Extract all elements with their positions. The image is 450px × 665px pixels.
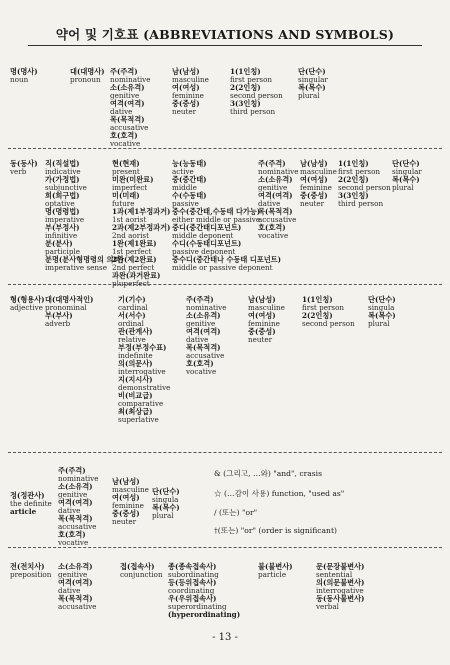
symbol-used-as: ☆ (…감이 사용) function, "used as" bbox=[214, 489, 345, 498]
s2-col2-entry: 2nd perfect bbox=[112, 263, 155, 272]
s3-col5-entry: first person bbox=[302, 303, 345, 312]
s4-col2-entry: 중(중성) bbox=[112, 509, 140, 518]
s1-col3-entry: neuter bbox=[172, 107, 197, 116]
s3-col6-entry: 단(단수) bbox=[368, 295, 396, 304]
section-divider bbox=[8, 284, 442, 285]
s2-col4-entry: vocative bbox=[258, 231, 289, 240]
s2-col1-entry: 분명(분사형명령의 의미) bbox=[45, 255, 124, 264]
s5-col5-entry: verbal bbox=[316, 602, 339, 611]
s2-col5-entry: 남(남성) bbox=[300, 159, 328, 168]
s1-col2-entry: vocative bbox=[110, 139, 141, 148]
s3-col5-entry: 2(2인칭) bbox=[302, 311, 333, 320]
title-underline bbox=[28, 45, 422, 46]
s2-col2-entry: 과완(과거완료) bbox=[112, 271, 161, 280]
s4-col1-entry: vocative bbox=[58, 538, 89, 547]
s3-col1-entry: adverb bbox=[45, 319, 71, 328]
s4-col3-entry: 단(단수) bbox=[152, 487, 180, 496]
s3-col2-entry: 비(비교급) bbox=[118, 391, 153, 400]
s2-col3-entry: either middle or passive bbox=[172, 215, 261, 224]
page-title: 약어 및 기호표 (ABBREVIATIONS AND SYMBOLS) bbox=[55, 27, 395, 42]
s2-col3-entry: 중수(중간태,수동태 다가능) bbox=[172, 207, 261, 216]
s3-col3-entry: genitive bbox=[186, 319, 216, 328]
s3-col3-entry: 목(목적격) bbox=[186, 343, 221, 352]
s1-col4-entry: first person bbox=[230, 75, 273, 84]
s3-col0-entry: adjective bbox=[10, 303, 43, 312]
s2-col6-entry: 3(3인칭) bbox=[338, 191, 369, 200]
s1-col4-entry: third person bbox=[230, 107, 276, 116]
s2-col2-entry: imperfect bbox=[112, 183, 148, 192]
s5-col0-entry: preposition bbox=[10, 570, 52, 579]
s2-col7-entry: plural bbox=[392, 183, 414, 192]
s3-col3-entry: vocative bbox=[186, 367, 217, 376]
s3-col3-entry: 소(소유격) bbox=[186, 311, 221, 320]
s2-col2-entry: present bbox=[112, 167, 140, 176]
s3-col2-entry: ordinal bbox=[118, 319, 144, 328]
s3-col2-entry: superlative bbox=[118, 415, 159, 424]
s1-col4-entry: 1(1인칭) bbox=[230, 67, 261, 76]
s5-col1-entry: accusative bbox=[58, 602, 97, 611]
s3-col2-entry: 부정(부정수표) bbox=[118, 343, 167, 352]
s5-col3-entry: 등(등위접속사) bbox=[168, 578, 217, 587]
s1-col2-entry: 여격(여격) bbox=[110, 99, 145, 108]
s3-col2-entry: 지(지시사) bbox=[118, 375, 153, 384]
s2-col5-entry: 여(여성) bbox=[300, 175, 328, 184]
s2-col1-entry: 분(분사) bbox=[45, 239, 73, 248]
s3-col6-entry: 복(복수) bbox=[368, 311, 396, 320]
s2-col5-entry: 중(중성) bbox=[300, 191, 328, 200]
s3-col3-entry: nominative bbox=[186, 303, 227, 312]
s1-col3-entry: 여(여성) bbox=[172, 83, 200, 92]
s2-col1-entry: 직(직설법) bbox=[45, 159, 80, 168]
s2-col3-entry: 중수디(중간태나 수동태 디포넌트) bbox=[172, 255, 282, 264]
s4-col1-entry: 목(목적격) bbox=[58, 514, 93, 523]
section-divider bbox=[8, 547, 442, 548]
s5-col4-entry: particle bbox=[258, 570, 287, 579]
s3-col3-entry: 주(주격) bbox=[186, 295, 214, 304]
s3-col1-entry: 부(부사) bbox=[45, 311, 73, 320]
s2-col4-entry: 목(목적격) bbox=[258, 207, 293, 216]
s5-col4-entry: 불(불변사) bbox=[258, 562, 293, 571]
s3-col4-entry: 남(남성) bbox=[248, 295, 276, 304]
s4-col1-entry: 주(주격) bbox=[58, 466, 86, 475]
s2-col3-entry: passive deponent bbox=[172, 247, 236, 256]
s1-col2-entry: 호(호격) bbox=[110, 131, 138, 140]
s4-col2-entry: 남(남성) bbox=[112, 477, 140, 486]
s2-col3-entry: middle or passive deponent bbox=[172, 263, 273, 272]
s2-col0-entry: verb bbox=[10, 167, 27, 176]
s4-col1-entry: accusative bbox=[58, 522, 97, 531]
s2-col2-entry: future bbox=[112, 199, 135, 208]
s2-col2-entry: pluperfect bbox=[112, 279, 150, 288]
s3-col2-entry: demonstrative bbox=[118, 383, 171, 392]
s2-col2-entry: 1st perfect bbox=[112, 247, 152, 256]
s5-col1-entry: dative bbox=[58, 586, 81, 595]
s2-col3-entry: 중디(중간태디포넌트) bbox=[172, 223, 242, 232]
s3-col2-entry: relative bbox=[118, 335, 146, 344]
s1-col4-entry: 2(2인칭) bbox=[230, 83, 261, 92]
s5-col5-entry: 동(동사불변사) bbox=[316, 594, 365, 603]
s2-col2-entry: 1완(제1완료) bbox=[112, 239, 157, 248]
s2-col6-entry: 1(1인칭) bbox=[338, 159, 369, 168]
s2-col2-entry: 1과(제1부정과거) bbox=[112, 207, 171, 216]
s3-col2-entry: indefinite bbox=[118, 351, 153, 360]
s1-col2-entry: 소(소유격) bbox=[110, 83, 145, 92]
symbol-or: / (또는) "or" bbox=[214, 508, 258, 517]
s2-col5-entry: masculine bbox=[300, 167, 337, 176]
s5-col2-entry: conjunction bbox=[120, 570, 163, 579]
s2-col7-entry: 단(단수) bbox=[392, 159, 420, 168]
s3-col5-entry: 1(1인칭) bbox=[302, 295, 333, 304]
s2-col4-entry: nominative bbox=[258, 167, 299, 176]
s4-col1-entry: genitive bbox=[58, 490, 88, 499]
s5-col5-entry: sentential bbox=[316, 570, 353, 579]
s2-col2-entry: 2과(제2부정과거) bbox=[112, 223, 171, 232]
s3-col5-entry: second person bbox=[302, 319, 355, 328]
s1-col2-entry: genitive bbox=[110, 91, 140, 100]
s1-col1-entry: 대(대명사) bbox=[70, 67, 105, 76]
s4-col2-entry: masculine bbox=[112, 485, 149, 494]
s1-col5-entry: plural bbox=[298, 91, 320, 100]
s4-col1-entry: dative bbox=[58, 506, 81, 515]
s3-col4-entry: 여(여성) bbox=[248, 311, 276, 320]
s3-col3-entry: accusative bbox=[186, 351, 225, 360]
s2-col1-entry: 명(명령법) bbox=[45, 207, 80, 216]
s2-col4-entry: accusative bbox=[258, 215, 297, 224]
s5-col3-entry: subordinating bbox=[168, 570, 219, 579]
s3-col2-entry: 의(의문사) bbox=[118, 359, 153, 368]
s3-col3-entry: 여격(여격) bbox=[186, 327, 221, 336]
s2-col7-entry: 복(복수) bbox=[392, 175, 420, 184]
s5-col3-entry: 우(우위접속사) bbox=[168, 594, 217, 603]
s5-col1-entry: 소(소유격) bbox=[58, 562, 93, 571]
s2-col3-entry: middle bbox=[172, 183, 197, 192]
s2-col6-entry: first person bbox=[338, 167, 381, 176]
s2-col4-entry: genitive bbox=[258, 183, 288, 192]
s1-col0-entry: 명(명사) bbox=[10, 67, 38, 76]
s2-col6-entry: second person bbox=[338, 183, 391, 192]
s3-col2-entry: 기(기수) bbox=[118, 295, 146, 304]
s4-col0-entry: 정(정관사) bbox=[10, 491, 45, 500]
s3-col2-entry: 최(최상급) bbox=[118, 407, 153, 416]
s2-col2-entry: 미(미래) bbox=[112, 191, 140, 200]
symbol-or-order: †(또는) "or" (order is significant) bbox=[214, 526, 337, 535]
s3-col6-entry: plural bbox=[368, 319, 390, 328]
s4-col1-entry: 여격(여격) bbox=[58, 498, 93, 507]
s5-col3-entry: 종(종속접속사) bbox=[168, 562, 217, 571]
s1-col1-entry: pronoun bbox=[70, 75, 101, 84]
page-number: - 13 - bbox=[212, 632, 238, 643]
s5-col3-entry: (hyperordinating) bbox=[168, 610, 241, 619]
s1-col2-entry: accusative bbox=[110, 123, 149, 132]
s5-col5-entry: 문(문장불변사) bbox=[316, 562, 365, 571]
s5-col3-entry: superordinating bbox=[168, 602, 227, 611]
s3-col1-entry: pronominal bbox=[45, 303, 87, 312]
s5-col1-entry: genitive bbox=[58, 570, 88, 579]
section-divider bbox=[8, 452, 442, 453]
s5-col0-entry: 전(전치사) bbox=[10, 562, 45, 571]
s1-col2-entry: dative bbox=[110, 107, 133, 116]
s5-col3-entry: coordinating bbox=[168, 586, 215, 595]
s2-col7-entry: singular bbox=[392, 167, 422, 176]
s3-col1-entry: 대(대명사적인) bbox=[45, 295, 94, 304]
s2-col1-entry: imperative sense bbox=[45, 263, 107, 272]
s2-col1-entry: indicative bbox=[45, 167, 81, 176]
s1-col2-entry: 주(주격) bbox=[110, 67, 138, 76]
s2-col3-entry: 수디(수동태디포넌트) bbox=[172, 239, 242, 248]
s4-col3-entry: plural bbox=[152, 511, 174, 520]
s4-col1-entry: 호(호격) bbox=[58, 530, 86, 539]
s2-col1-entry: participle bbox=[45, 247, 80, 256]
s2-col1-entry: 가(가정법) bbox=[45, 175, 80, 184]
s4-col2-entry: 여(여성) bbox=[112, 493, 140, 502]
s1-col3-entry: 남(남성) bbox=[172, 67, 200, 76]
s3-col2-entry: cardinal bbox=[118, 303, 148, 312]
s5-col5-entry: 의(의문불변사) bbox=[316, 578, 365, 587]
s1-col3-entry: feminine bbox=[172, 91, 204, 100]
s4-col1-entry: nominative bbox=[58, 474, 99, 483]
s1-col2-entry: 목(목적격) bbox=[110, 115, 145, 124]
s3-col4-entry: masculine bbox=[248, 303, 285, 312]
s3-col2-entry: 서(서수) bbox=[118, 311, 146, 320]
s2-col2-entry: 2nd aorist bbox=[112, 231, 150, 240]
s3-col6-entry: singula bbox=[368, 303, 395, 312]
s5-col5-entry: interrogative bbox=[316, 586, 364, 595]
s3-col4-entry: 중(중성) bbox=[248, 327, 276, 336]
s3-col2-entry: comparative bbox=[118, 399, 164, 408]
s2-col1-entry: 희(희구법) bbox=[45, 191, 80, 200]
s2-col4-entry: 소(소유격) bbox=[258, 175, 293, 184]
s1-col5-entry: 복(복수) bbox=[298, 83, 326, 92]
s3-col0-entry: 형(형용사) bbox=[10, 295, 45, 304]
s2-col1-entry: imperative bbox=[45, 215, 85, 224]
s2-col6-entry: 2(2인칭) bbox=[338, 175, 369, 184]
s2-col2-entry: 1st aorist bbox=[112, 215, 147, 224]
s2-col1-entry: subjunctive bbox=[45, 183, 87, 192]
s4-col2-entry: neuter bbox=[112, 517, 137, 526]
s4-col3-entry: singula bbox=[152, 495, 179, 504]
s2-col2-entry: 미완(미완료) bbox=[112, 175, 154, 184]
symbol-and: & (그리고, …와) "and", crasis bbox=[214, 469, 323, 478]
s3-col3-entry: 호(호격) bbox=[186, 359, 214, 368]
s2-col2-entry: 현(현재) bbox=[112, 159, 140, 168]
s1-col4-entry: 3(3인칭) bbox=[230, 99, 261, 108]
s1-col2-entry: nominative bbox=[110, 75, 151, 84]
s3-col4-entry: feminine bbox=[248, 319, 280, 328]
s2-col2-entry: 2완(제2완료) bbox=[112, 255, 157, 264]
s2-col3-entry: 중(중간태) bbox=[172, 175, 207, 184]
s1-col3-entry: 중(중성) bbox=[172, 99, 200, 108]
s2-col4-entry: 주(주격) bbox=[258, 159, 286, 168]
s2-col3-entry: 능(능동태) bbox=[172, 159, 207, 168]
s2-col1-entry: optative bbox=[45, 199, 75, 208]
s2-col1-entry: infinitive bbox=[45, 231, 78, 240]
s1-col3-entry: masculine bbox=[172, 75, 209, 84]
s4-col0-entry: article bbox=[10, 507, 37, 516]
s3-col2-entry: 관(관계사) bbox=[118, 327, 153, 336]
s2-col3-entry: active bbox=[172, 167, 194, 176]
s4-col1-entry: 소(소유격) bbox=[58, 482, 93, 491]
s1-col5-entry: 단(단수) bbox=[298, 67, 326, 76]
s5-col2-entry: 접(접속사) bbox=[120, 562, 155, 571]
s2-col3-entry: passive bbox=[172, 199, 199, 208]
s2-col3-entry: 수(수동태) bbox=[172, 191, 207, 200]
s5-col1-entry: 목(목적격) bbox=[58, 594, 93, 603]
s3-col4-entry: neuter bbox=[248, 335, 273, 344]
s2-col4-entry: dative bbox=[258, 199, 281, 208]
s2-col5-entry: neuter bbox=[300, 199, 325, 208]
s2-col1-entry: 부(부정사) bbox=[45, 223, 80, 232]
s5-col1-entry: 여격(여격) bbox=[58, 578, 93, 587]
s2-col4-entry: 여격(여격) bbox=[258, 191, 293, 200]
s2-col6-entry: third person bbox=[338, 199, 384, 208]
s2-col4-entry: 호(호격) bbox=[258, 223, 286, 232]
s2-col5-entry: feminine bbox=[300, 183, 332, 192]
s2-col0-entry: 동(동사) bbox=[10, 159, 38, 168]
s4-col0-entry: the definite bbox=[10, 499, 52, 508]
s3-col3-entry: dative bbox=[186, 335, 209, 344]
s1-col5-entry: singular bbox=[298, 75, 328, 84]
section-divider bbox=[8, 148, 442, 149]
s4-col2-entry: feminine bbox=[112, 501, 144, 510]
s2-col3-entry: middle deponent bbox=[172, 231, 234, 240]
s4-col3-entry: 복(복수) bbox=[152, 503, 180, 512]
s1-col0-entry: noun bbox=[10, 75, 29, 84]
s1-col4-entry: second person bbox=[230, 91, 283, 100]
s3-col2-entry: interrogative bbox=[118, 367, 166, 376]
